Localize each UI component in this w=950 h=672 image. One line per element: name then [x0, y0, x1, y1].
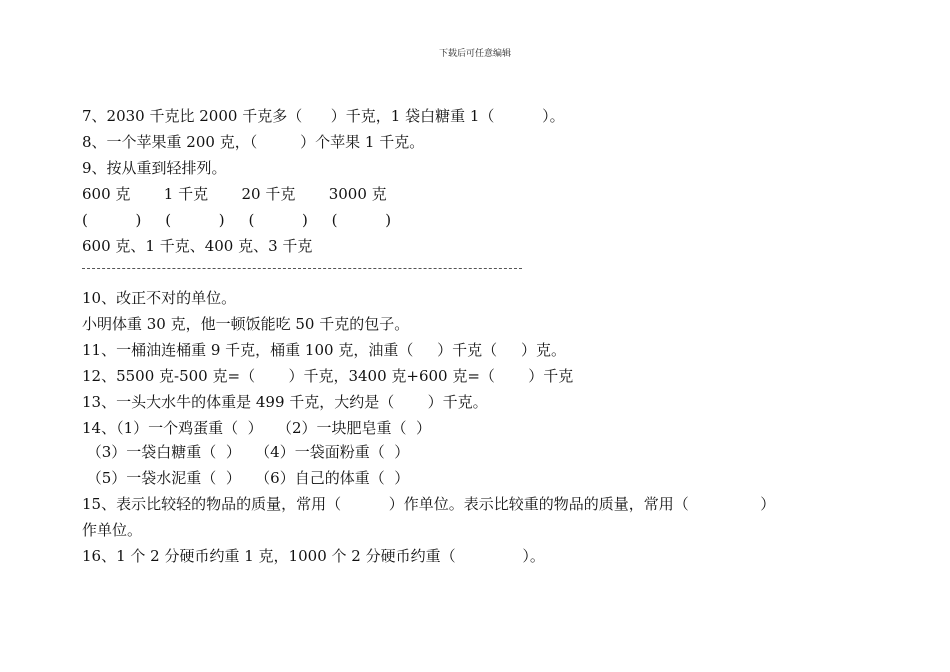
dashed-divider: [82, 268, 522, 269]
question-9: 9、按从重到轻排列。: [82, 159, 227, 177]
question-16: 16、1 个 2 分硬币约重 1 克，1000 个 2 分硬币约重（ ）。: [82, 547, 545, 565]
question-15: 15、表示比较轻的物品的质量，常用（ ）作单位。表示比较重的物品的质量，常用（ ）: [82, 495, 776, 513]
question-7: 7、2030 千克比 2000 千克多（ ）千克，1 袋白糖重 1（ ）。: [82, 107, 565, 125]
question-14-row-2: （3）一袋白糖重（ ） （4）一袋面粉重（ ）: [82, 443, 410, 461]
question-13: 13、一头大水牛的体重是 499 千克，大约是（ ）千克。: [82, 393, 488, 411]
question-10: 10、改正不对的单位。: [82, 289, 237, 307]
question-9-list: 600 克、1 千克、400 克、3 千克: [82, 237, 313, 255]
question-10-sentence: 小明体重 30 克，他一顿饭能吃 50 千克的包子。: [82, 315, 410, 333]
question-12: 12、5500 克-500 克=（ ）千克，3400 克+600 克=（ ）千克: [82, 367, 574, 385]
question-11: 11、一桶油连桶重 9 千克，桶重 100 克，油重（ ）千克（ ）克。: [82, 341, 567, 359]
question-9-items: 600 克 1 千克 20 千克 3000 克: [82, 185, 387, 203]
question-14-row-1: 14、（1）一个鸡蛋重（ ） （2）一块肥皂重（ ）: [82, 419, 432, 437]
question-8: 8、一个苹果重 200 克，（ ）个苹果 1 千克。: [82, 133, 425, 151]
question-14-row-3: （5）一袋水泥重（ ） （6）自己的体重（ ）: [82, 469, 410, 487]
question-9-blanks: ( ) ( ) ( ) ( ): [82, 211, 392, 229]
question-15-continued: 作单位。: [82, 521, 143, 539]
page-header: 下载后可任意编辑: [438, 49, 511, 59]
